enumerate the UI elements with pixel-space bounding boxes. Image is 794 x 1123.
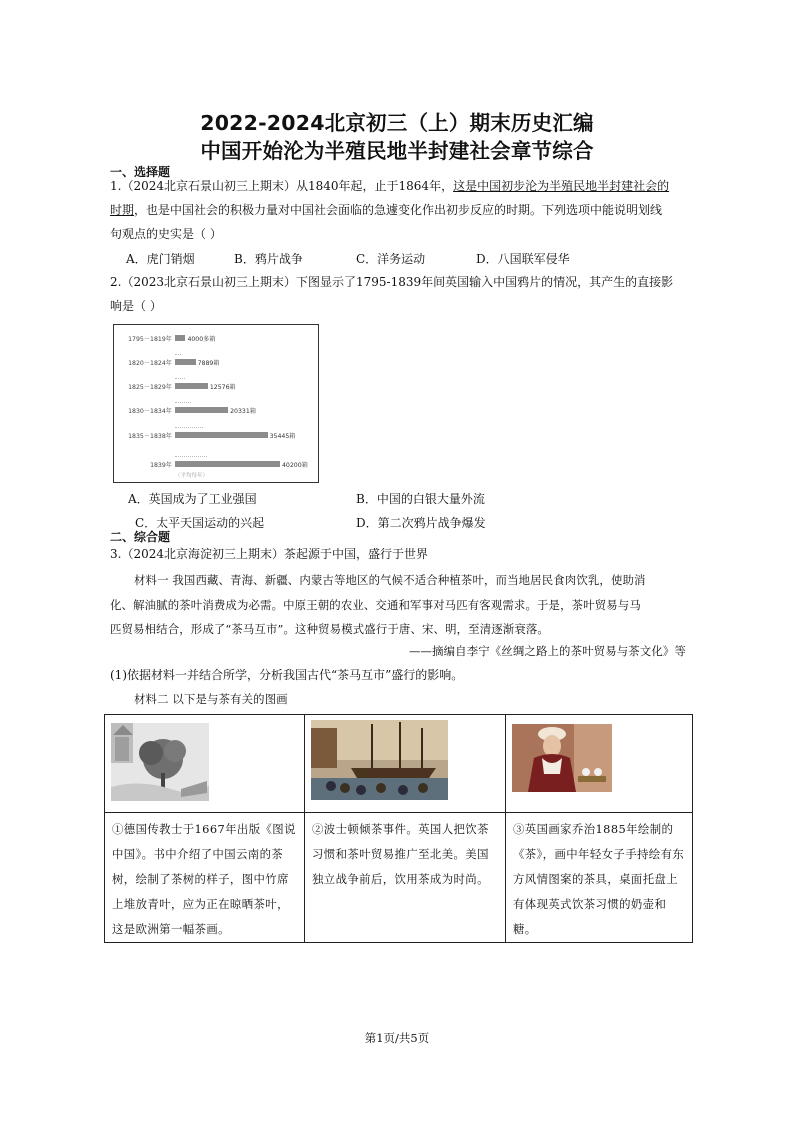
q2-option-b: B．中国的白银大量外流 (356, 492, 485, 506)
q2-option-a: A．英国成为了工业强国 (128, 492, 257, 506)
q1-underlined-text: 这是中国初步沦为半殖民地半封建社会的 (453, 179, 670, 193)
q3-material1-line1: 材料一 我国西藏、青海、新疆、内蒙古等地区的气候不适合种植茶叶，而当地居民食肉饮乳，使助消 (134, 573, 646, 587)
chart-bar (175, 432, 268, 438)
chart-guide-line (175, 456, 207, 460)
page-subtitle: 中国开始沦为半殖民地半封建社会章节综合 (200, 139, 594, 163)
chart-category-label: 1820－1824年 (128, 360, 172, 367)
chart-bar (175, 335, 185, 341)
chart-category-label: 1795－1819年 (128, 336, 172, 343)
chart-note: （平均每年） (175, 473, 209, 479)
q1-underlined-text-2: 时期 (110, 203, 135, 217)
picture-cell-2 (305, 715, 506, 813)
chart-value-label: 12576箱 (209, 384, 236, 391)
picture-description-2: ②波士顿倾茶事件。英国人把饮茶习惯和茶叶贸易推广至北美。美国独立战争前后，饮用茶成为时尚。 (312, 822, 489, 886)
chart-bar (175, 407, 228, 413)
q3-material1-line2: 化、解油腻的茶叶消费成为必需。中原王朝的农业、交通和军事对马匹有客观需求。于是，茶叶贸易与马 (110, 598, 641, 612)
q2-line1: 2.（2023北京石景山初三上期末）下图显示了1795-1839年间英国输入中国鸦片的情况，其产生的直接影 (110, 275, 674, 289)
chart-guide-line (175, 354, 181, 358)
q1-line3: 句观点的史实是（ ） (110, 227, 222, 241)
q2-option-c: C．太平天国运动的兴起 (135, 516, 265, 530)
chart-guide-line (175, 427, 203, 431)
q3-line1: 3.（2024北京海淀初三上期末）茶起源于中国，盛行于世界 (110, 547, 428, 561)
chart-value-label: 7889箱 (197, 360, 220, 367)
chart-guide-line (175, 378, 185, 382)
picture-cell-3 (506, 715, 693, 813)
text-cell-3 (506, 813, 693, 943)
q3-material1-source: ——摘编自李宁《丝绸之路上的茶叶贸易与茶文化》等 (409, 644, 686, 658)
q3-material1-line3: 匹贸易相结合，形成了“茶马互市”。这种贸易模式盛行于唐、宋、明，至清逐渐衰落。 (110, 622, 549, 636)
chart-bar (175, 359, 196, 365)
section-heading-choice: 一、选择题 (110, 165, 171, 179)
chart-value-label: 20331箱 (230, 408, 256, 415)
chart-category-label: 1825－1829年 (128, 384, 172, 391)
q1-line1 (110, 178, 669, 194)
chart-guide-line (175, 402, 191, 406)
picture-description-1: ①德国传教士于1667年出版《图说中国》。书中介绍了中国云南的茶树，绘制了茶树的样子，图中竹席上堆放青叶，应为正在晾晒茶叶，这是欧洲第一幅茶画。 (112, 822, 296, 936)
q1-option-d: D．八国联军侵华 (476, 252, 570, 266)
q1-option-b: B．鸦片战争 (234, 252, 303, 266)
q3-sub-question-1: (1)依据材料一并结合所学，分析我国古代“茶马互市”盛行的影响。 (110, 668, 464, 682)
q1-option-a: A．虎门销烟 (126, 252, 195, 266)
picture-cell-1 (105, 715, 305, 813)
chart-category-label: 1835－1838年 (128, 433, 172, 440)
section-heading-comprehensive: 二、综合题 (110, 530, 171, 544)
q1-option-c: C．洋务运动 (356, 252, 426, 266)
q1-line1-text: 1.（2024北京石景山初三上期末）从1840年起，止于1864年， (110, 179, 454, 193)
q1-line2 (110, 202, 662, 218)
page-title: 2022-2024北京初三（上）期末历史汇编 (200, 111, 594, 135)
q1-line2-text: ，也是中国社会的积极力量对中国社会面临的急遽变化作出初步反应的时期。下列选项中能说明划线 (134, 203, 663, 217)
chart-category-label: 1830－1834年 (128, 408, 172, 415)
tea-tree-engraving-image (111, 723, 209, 801)
chart-value-label: 35445箱 (269, 433, 296, 440)
chart-value-label: 40200箱 (282, 462, 308, 469)
text-cell-2 (305, 813, 506, 943)
opium-import-chart (113, 324, 319, 483)
chart-bar (175, 383, 208, 389)
tea-pictures-table (104, 714, 693, 943)
q2-line2: 响是（ ） (110, 299, 162, 313)
chart-value-label: 4000多箱 (187, 336, 216, 343)
chart-bar (175, 461, 280, 467)
boston-tea-party-image (311, 720, 448, 800)
chart-category-label: 1839年 (150, 462, 172, 469)
q3-material2-intro: 材料二 以下是与茶有关的图画 (134, 692, 288, 706)
text-cell-1 (105, 813, 305, 943)
page-number: 第1页/共5页 (364, 1031, 430, 1045)
picture-description-3: ③英国画家乔治1885年绘制的《茶》，画中年轻女子手持绘有东方风情图案的茶具，桌面托盘上有体现英式饮茶习惯的奶壶和糖。 (513, 822, 685, 936)
tea-painting-woman-image (512, 724, 612, 792)
q2-option-d: D．第二次鸦片战争爆发 (356, 516, 486, 530)
